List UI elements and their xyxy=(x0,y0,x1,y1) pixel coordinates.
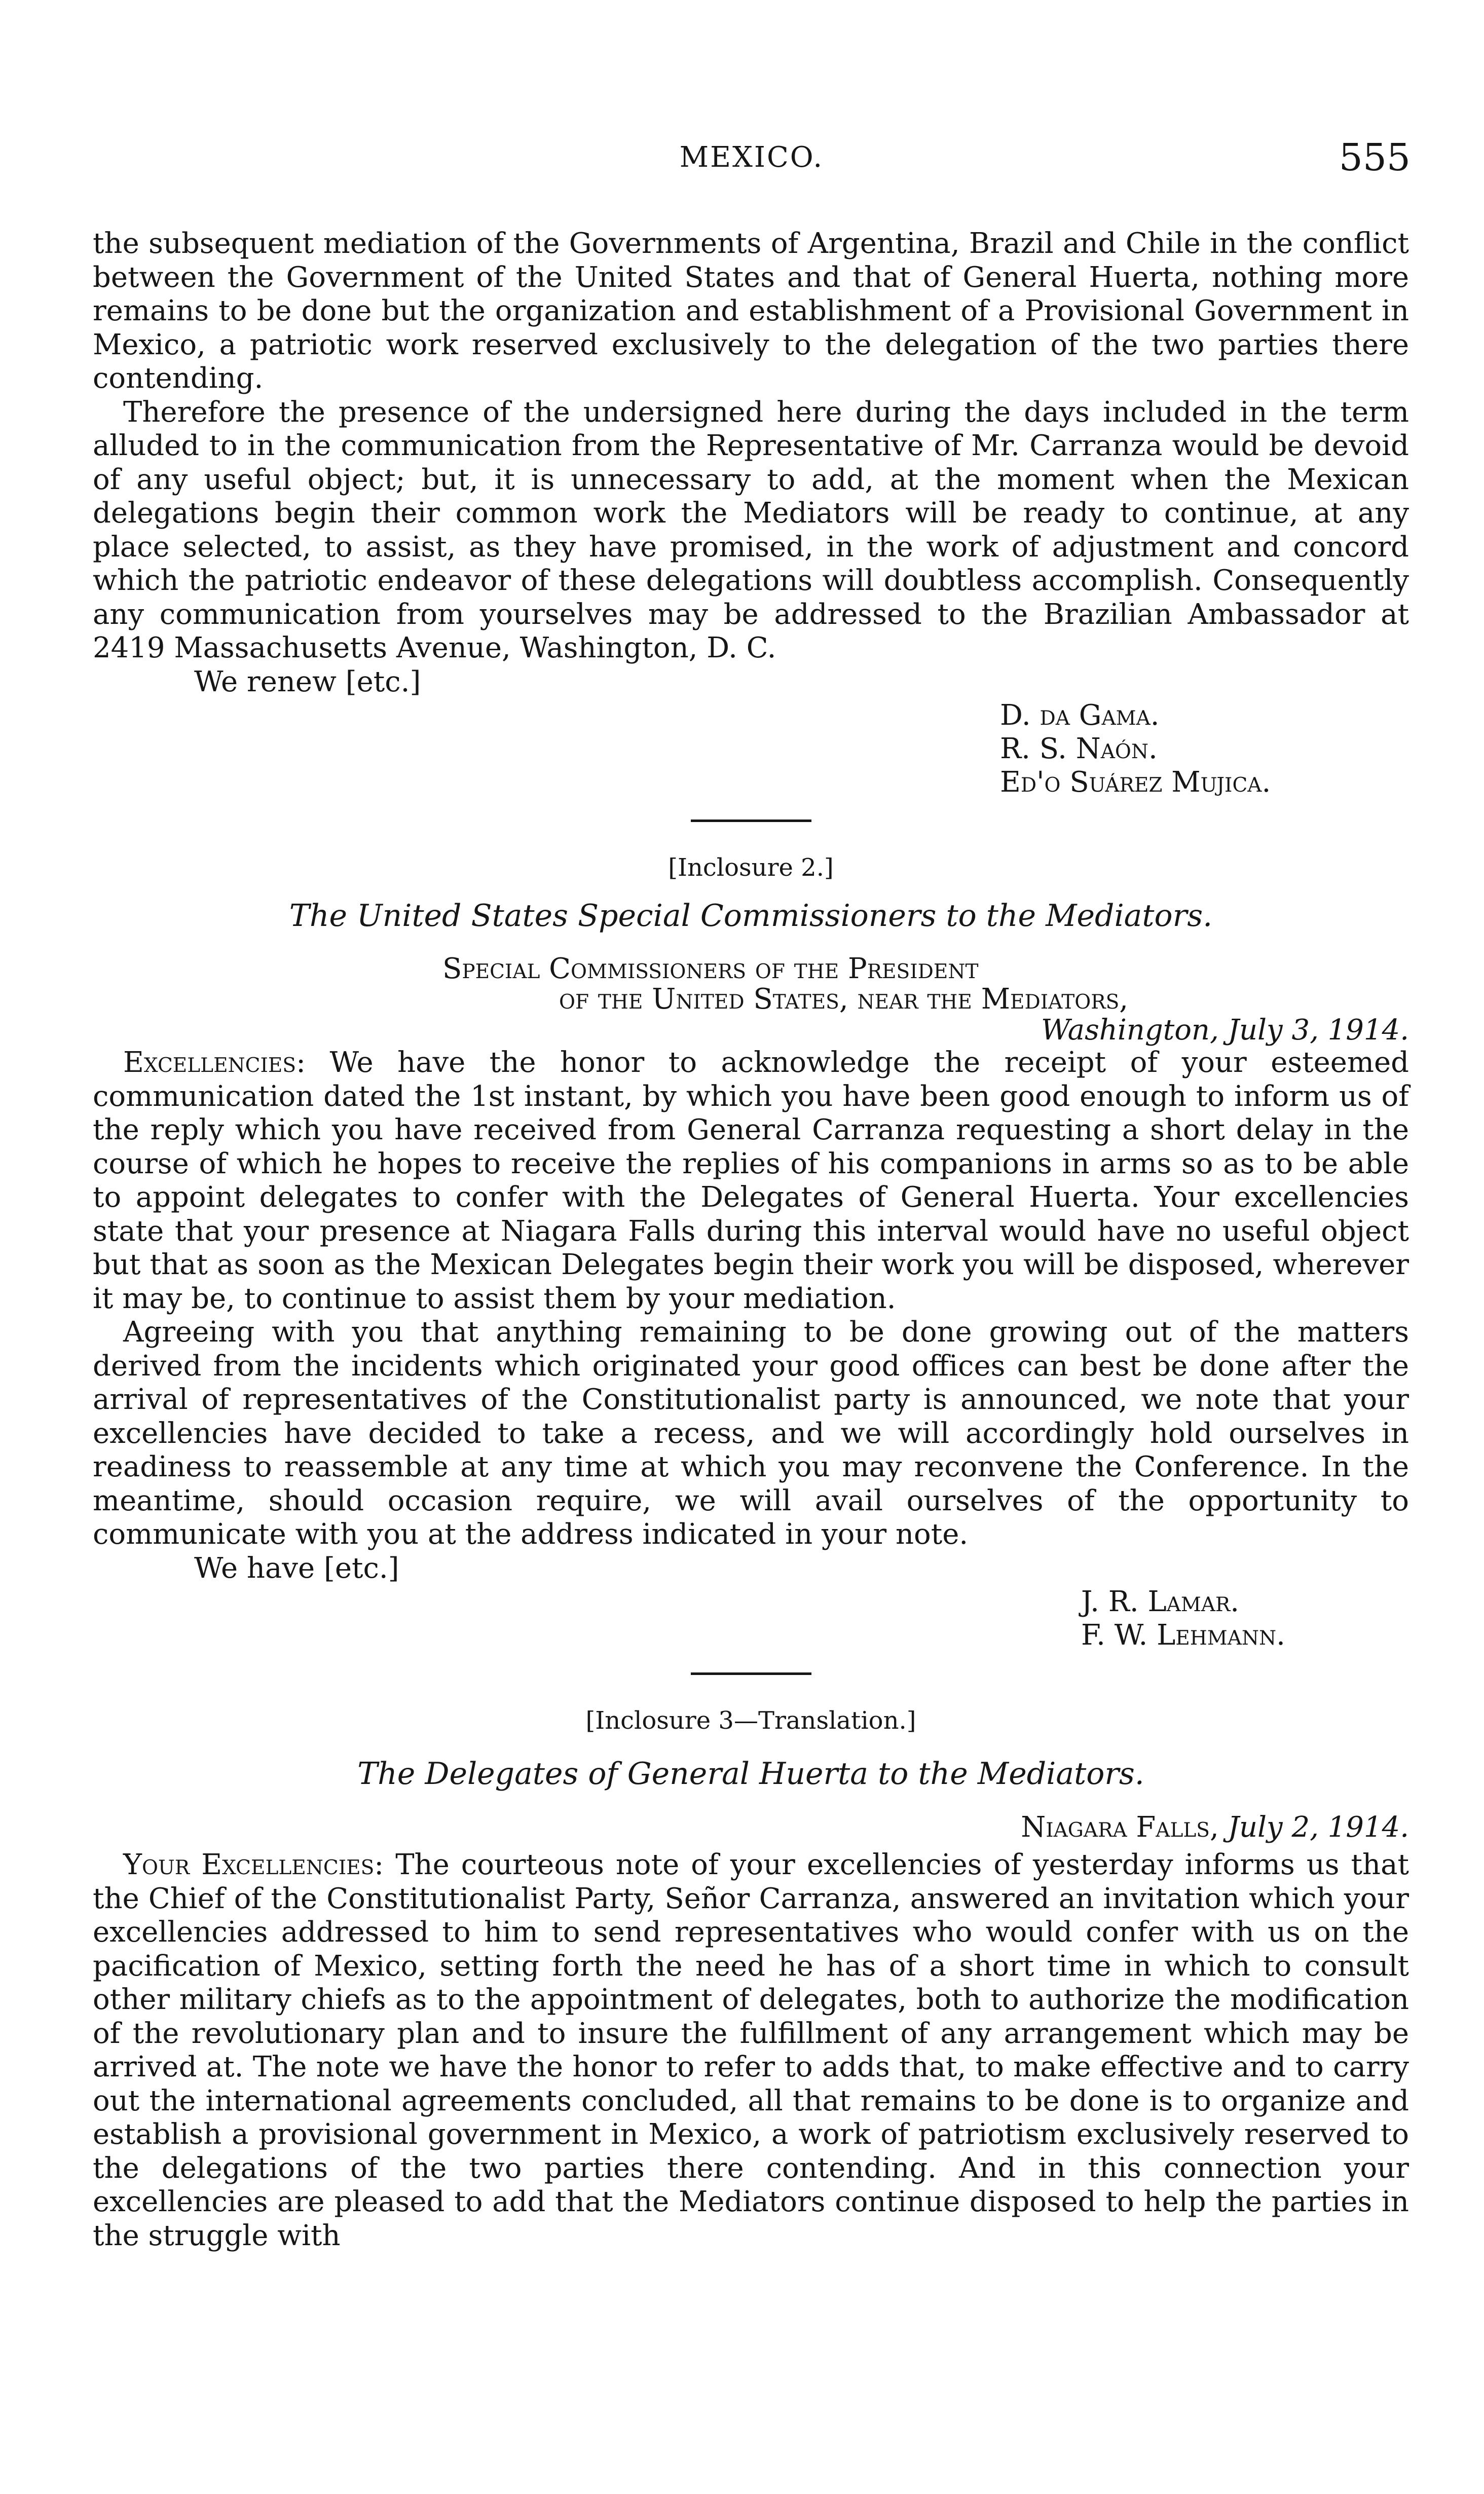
paragraph: Agreeing with you that anything remaining to be done growing out of the matters derived from the incidents which originated your good offices can best be done after the arrival of representatives of the Constitutionalist party is announced, we note that your excellencies have decided to take a recess, and we will accordingly hold ourselves in readiness to reassemble at any time at which you may reconvene the Conference. In the meantime, should occasion require, we will avail ourselves of the opportunity to communicate with you at the address indicated in your note. xyxy=(93,1316,1409,1551)
address-line: of the United States, near the Mediators, xyxy=(559,983,1129,1016)
paragraph-text: We have the honor to acknowledge the receipt of your esteemed communication dated the 1st instant, by which you have been good enough to inform us of the reply which you have received from General Carranza requesting a short delay in the course of which he hopes to receive the replies of his companions in arms so as to be able to appoint delegates to confer with the Delegates of General Huerta. Your excellencies state that your presence at Niagara Falls during this interval would have no useful object but that as soon as the Mexican Delegates begin their work you will be disposed, wherever it may be, to continue to assist them by your mediation. xyxy=(93,1046,1409,1315)
letter-date xyxy=(93,1812,1409,1843)
letter-place: Niagara Falls, xyxy=(1021,1811,1219,1844)
page-body xyxy=(93,227,1409,2253)
signature: F. W. Lehmann. xyxy=(1081,1619,1285,1652)
inclosure-heading: [Inclosure 2.] xyxy=(668,853,834,882)
page-number: 555 xyxy=(1339,136,1411,179)
letter-title: The United States Special Commissioners to the Mediators. xyxy=(289,898,1213,934)
paragraph xyxy=(93,1046,1409,1316)
closing-line: We renew [etc.] xyxy=(194,665,421,698)
page-header xyxy=(93,136,1411,187)
paragraph xyxy=(93,1848,1409,2253)
signature-block xyxy=(93,1585,1409,1652)
running-title: MEXICO. xyxy=(679,141,824,174)
signature-block xyxy=(93,699,1409,799)
letter-date: Washington, July 3, 1914. xyxy=(1041,1014,1409,1047)
letter-title: The Delegates of General Huerta to the Mediators. xyxy=(357,1756,1144,1792)
paragraph-text: The courteous note of your excellencies of yesterday informs us that the Chief of the Constitutionalist Party, Señor Carranza, answered an invitation which your excellencies addressed to him to send representatives who would confer with us on the pacification of Mexico, setting forth the need he has of a short time in which to consult other military chiefs as to the appointment of delegates, both to authorize the modification of the revolutionary plan and to insure the fulfillment of any arrangement which may be arrived at. The note we have the honor to refer to adds that, to make effective and to carry out the international agreements concluded, all that remains to be done is to organize and establish a provisional government in Mexico, a work of patriotism exclusively reserved to the delegations of the two parties there contending. And in this connection your excellencies are pleased to add that the Mediators continue disposed to help the parties in the struggle with xyxy=(93,1848,1409,2252)
address-line: Special Commissioners of the President xyxy=(442,952,979,985)
letter-date-value: July 2, 1914. xyxy=(1228,1811,1409,1844)
inclosure-heading: [Inclosure 3—Translation.] xyxy=(585,1706,916,1735)
closing-line: We have [etc.] xyxy=(194,1551,399,1585)
paragraph: the subsequent mediation of the Governments of Argentina, Brazil and Chile in the conflict between the Government of the United States and that of General Huerta, nothing more remains to be done but the organization and establishment of a Provisional Government in Mexico, a patriotic work reserved exclusively to the delegation of the two parties there contending. xyxy=(93,227,1409,395)
signature: D. da Gama. xyxy=(1000,699,1160,732)
signature: R. S. Naón. xyxy=(1000,732,1158,765)
paragraph: Therefore the presence of the undersigned here during the days included in the term alluded to in the communication from the Representative of Mr. Carranza would be devoid of any useful object; but, it is unnecessary to add, at the moment when the Mexican delegations begin their common work the Mediators will be ready to continue, at any place selected, to assist, as they have promised, in the work of adjustment and concord which the patriotic endeavor of these delegations will doubtless accomplish. Consequently any communication from yourselves may be addressed to the Brazilian Ambassador at 2419 Massachusetts Avenue, Washington, D. C. xyxy=(93,395,1409,664)
signature: J. R. Lamar. xyxy=(1081,1585,1240,1618)
salutation: Your Excellencies: xyxy=(123,1848,384,1881)
salutation: Excellencies: xyxy=(123,1046,306,1079)
signature: Ed'o Suárez Mujica. xyxy=(1000,766,1271,799)
